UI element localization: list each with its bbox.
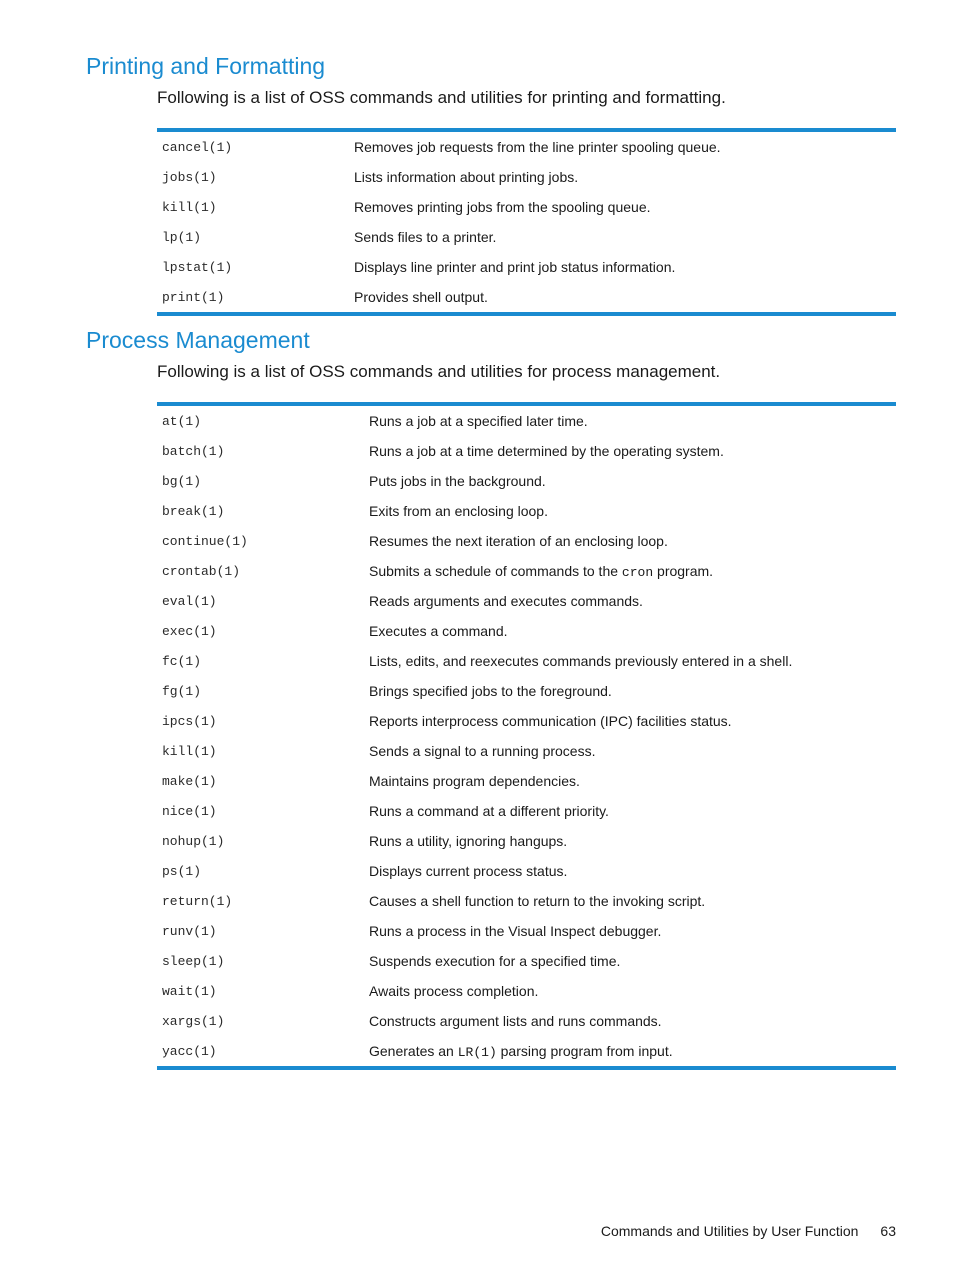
command-name: lpstat(1) — [162, 260, 233, 275]
command-description — [354, 199, 651, 215]
command-description — [354, 229, 496, 245]
inline-code: LR(1) — [457, 1045, 497, 1060]
command-name: return(1) — [162, 894, 233, 909]
command-name: at(1) — [162, 414, 202, 429]
table-row — [157, 436, 896, 466]
command-name: crontab(1) — [162, 564, 241, 579]
description-text: Exits from an enclosing loop. — [369, 503, 548, 519]
table-row — [157, 646, 896, 676]
table-row — [157, 1036, 896, 1066]
description-text: Displays current process status. — [369, 863, 568, 879]
table-row — [157, 132, 896, 162]
table-row — [157, 406, 896, 436]
command-description — [354, 289, 488, 305]
command-name: kill(1) — [162, 744, 217, 759]
description-text: Runs a job at a time determined by the operating system. — [369, 443, 724, 459]
description-text: Causes a shell function to return to the invoking script. — [369, 893, 706, 909]
page-number: 63 — [880, 1223, 896, 1239]
command-description — [369, 863, 567, 879]
description-text: Reports interprocess communication (IPC) facilities status. — [369, 713, 732, 729]
command-description — [369, 533, 668, 549]
description-text: Runs a job at a specified later time. — [369, 413, 588, 429]
table-row — [157, 706, 896, 736]
section-intro-process: Following is a list of OSS commands and utilities for process management. — [157, 362, 721, 381]
table-row — [157, 946, 896, 976]
command-description — [369, 563, 713, 580]
inline-code: cron — [621, 565, 654, 580]
description-text: Provides shell output. — [354, 289, 488, 305]
table-row — [157, 282, 896, 312]
command-name: batch(1) — [162, 444, 225, 459]
command-description — [369, 1013, 662, 1029]
command-description — [369, 653, 792, 669]
table-row — [157, 1006, 896, 1036]
description-text: Removes job requests from the line printer spooling queue. — [354, 139, 721, 155]
description-text-suffix: program. — [653, 563, 714, 579]
description-text: Lists, edits, and reexecutes commands previously entered in a shell. — [369, 653, 793, 669]
command-description — [369, 683, 612, 699]
command-name: ps(1) — [162, 864, 202, 879]
command-name: xargs(1) — [162, 1014, 225, 1029]
description-text-suffix: parsing program from input. — [496, 1043, 673, 1059]
command-name: nice(1) — [162, 804, 217, 819]
printing-commands-table — [157, 128, 896, 316]
table-row — [157, 192, 896, 222]
description-text: Removes printing jobs from the spooling queue. — [354, 199, 651, 215]
command-description — [369, 1043, 673, 1060]
description-text: Resumes the next iteration of an enclosing loop. — [369, 533, 668, 549]
command-description — [369, 803, 609, 819]
description-text: Displays line printer and print job status information. — [354, 259, 676, 275]
description-text: Submits a schedule of commands to the — [369, 563, 622, 579]
description-text: Awaits process completion. — [369, 983, 539, 999]
table-row — [157, 766, 896, 796]
command-name: yacc(1) — [162, 1044, 217, 1059]
table-row — [157, 586, 896, 616]
command-description — [369, 413, 588, 429]
table-row — [157, 736, 896, 766]
command-description — [369, 713, 732, 729]
table-row — [157, 466, 896, 496]
footer-title: Commands and Utilities by User Function — [600, 1223, 859, 1239]
command-name: break(1) — [162, 504, 225, 519]
description-text: Reads arguments and executes commands. — [369, 593, 643, 609]
description-text: Generates an — [369, 1043, 458, 1059]
command-description — [369, 833, 567, 849]
description-text: Puts jobs in the background. — [369, 473, 546, 489]
table-row — [157, 886, 896, 916]
command-name: print(1) — [162, 290, 225, 305]
section-intro-printing: Following is a list of OSS commands and utilities for printing and formatting. — [157, 88, 726, 107]
description-text: Runs a process in the Visual Inspect debugger. — [369, 923, 662, 939]
command-name: ipcs(1) — [162, 714, 217, 729]
command-description — [369, 503, 548, 519]
page-footer — [601, 1223, 896, 1239]
command-description — [354, 139, 721, 155]
command-description — [369, 923, 661, 939]
table-row — [157, 616, 896, 646]
description-text: Runs a command at a different priority. — [369, 803, 609, 819]
description-text: Sends files to a printer. — [354, 229, 497, 245]
command-description — [369, 953, 620, 969]
command-name: fc(1) — [162, 654, 202, 669]
command-name: lp(1) — [162, 230, 202, 245]
command-description — [369, 623, 508, 639]
command-name: fg(1) — [162, 684, 202, 699]
command-description — [369, 743, 595, 759]
command-name: continue(1) — [162, 534, 248, 549]
command-name: bg(1) — [162, 474, 202, 489]
command-description — [369, 443, 724, 459]
table-row — [157, 826, 896, 856]
command-description — [369, 593, 643, 609]
command-description — [369, 983, 538, 999]
command-name: sleep(1) — [162, 954, 225, 969]
description-text: Runs a utility, ignoring hangups. — [369, 833, 568, 849]
table-row — [157, 252, 896, 282]
command-name: wait(1) — [162, 984, 217, 999]
command-name: jobs(1) — [162, 170, 217, 185]
command-name: cancel(1) — [162, 140, 233, 155]
command-description — [369, 893, 705, 909]
description-text: Executes a command. — [369, 623, 508, 639]
section-title-printing: Printing and Formatting — [86, 53, 326, 79]
command-name: make(1) — [162, 774, 217, 789]
description-text: Brings specified jobs to the foreground. — [369, 683, 612, 699]
command-description — [354, 259, 675, 275]
table-row — [157, 162, 896, 192]
command-name: exec(1) — [162, 624, 217, 639]
command-name: kill(1) — [162, 200, 217, 215]
command-description — [369, 773, 580, 789]
description-text: Suspends execution for a specified time. — [369, 953, 621, 969]
table-row — [157, 856, 896, 886]
table-row — [157, 496, 896, 526]
section-title-process: Process Management — [86, 327, 310, 353]
table-row — [157, 796, 896, 826]
description-text: Maintains program dependencies. — [369, 773, 580, 789]
description-text: Sends a signal to a running process. — [369, 743, 596, 759]
command-description — [354, 169, 578, 185]
command-name: eval(1) — [162, 594, 217, 609]
table-row — [157, 556, 896, 586]
description-text: Constructs argument lists and runs commands. — [369, 1013, 662, 1029]
description-text: Lists information about printing jobs. — [354, 169, 579, 185]
process-commands-table — [157, 402, 896, 1070]
command-description — [369, 473, 546, 489]
table-row — [157, 676, 896, 706]
table-row — [157, 222, 896, 252]
table-row — [157, 916, 896, 946]
table-row — [157, 976, 896, 1006]
table-row — [157, 526, 896, 556]
command-name: runv(1) — [162, 924, 217, 939]
command-name: nohup(1) — [162, 834, 225, 849]
